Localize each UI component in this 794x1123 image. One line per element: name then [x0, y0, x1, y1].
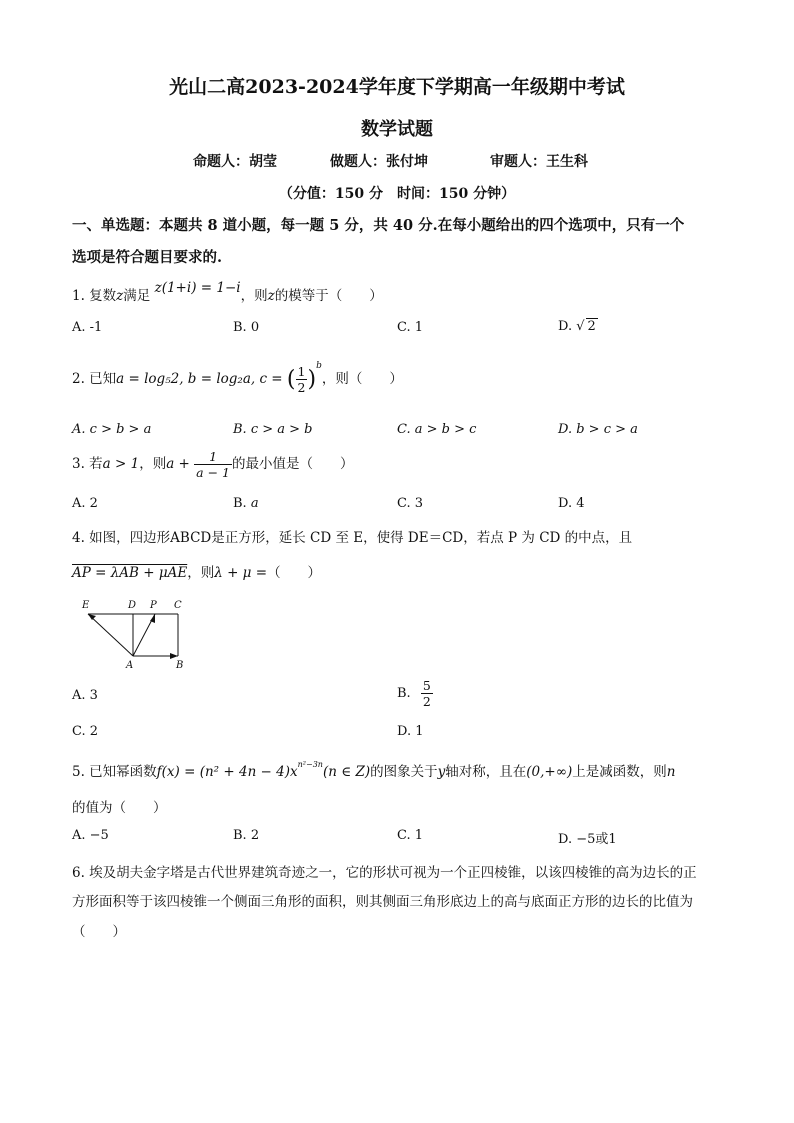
vector-ae: [88, 614, 133, 656]
q5-option-c[interactable]: C. 1: [397, 828, 424, 843]
score-time: （分值：150 分 时间：150 分钟）: [278, 186, 516, 202]
maker: 做题人：张付坤: [330, 154, 428, 170]
q1-option-a[interactable]: A. -1: [72, 320, 103, 335]
question-2: 2. 已知a = log₅2, b = log₂a, c = ( $\frac{1}{2}$ )$^b$，则（ ）: [72, 360, 403, 395]
q4-option-c[interactable]: C. 2: [72, 724, 99, 739]
label-c: C: [174, 600, 182, 611]
section-heading-line2: 选项是符合题目要求的.: [72, 249, 223, 266]
q5-option-d[interactable]: D. −5或1: [558, 832, 617, 847]
q3-option-b[interactable]: B. a: [233, 496, 259, 511]
question-6-line2: 方形面积等于该四棱锥一个侧面三角形的面积，则其侧面三角形底边上的高与底面正方形的边长的比值为: [72, 894, 693, 910]
q1-option-c[interactable]: C. 1: [397, 320, 424, 335]
q4-option-b[interactable]: B. $\frac{5}{2}$: [397, 678, 431, 709]
arrow-b-icon: [170, 653, 178, 659]
arrow-e-icon: [88, 614, 96, 620]
section-heading-line1: 一、单选题：本题共 8 道小题，每一题 5 分，共 40 分.在每小题给出的四个选项中，只有一个: [72, 217, 685, 234]
subject-title: 数学试题: [361, 119, 433, 140]
question-6-line1: 6. 埃及胡夫金字塔是古代世界建筑奇迹之一，它的形状可视为一个正四棱锥，以该四棱锥的高为边长的正: [72, 865, 697, 881]
question-5-line2: 的值为（ ）: [72, 800, 167, 816]
q4-square-diagram: [76, 596, 196, 672]
q4-option-d[interactable]: D. 1: [397, 724, 424, 739]
reviewer: 审题人：王生科: [490, 154, 588, 170]
author: 命题人：胡莹: [193, 154, 277, 170]
question-4-line2: AP = λAB + μAE，则λ + μ =（ ）: [72, 565, 322, 581]
label-p: P: [150, 600, 157, 611]
exam-title: 光山二高2023-2024学年度下学期高一年级期中考试: [169, 76, 625, 98]
q3-option-d[interactable]: D. 4: [558, 496, 585, 511]
question-1: 1. 复数z满足 z(1+i) = 1−i，则z的模等于（ ）: [72, 280, 383, 304]
q3-option-a[interactable]: A. 2: [72, 496, 98, 511]
question-5-line1: 5. 已知幂函数$f(x) = (n^2 + 4n - 4)x^{n^2-3n}(n$ ∈ Z)的图象关于y轴对称，且在(0,+∞)上是减函数，则n: [72, 759, 676, 780]
q2-option-c[interactable]: C. a > b > c: [397, 422, 477, 437]
sqrt-icon: √: [576, 319, 585, 334]
q5-option-b[interactable]: B. 2: [233, 828, 260, 843]
label-a: A: [126, 660, 134, 671]
q2-option-b[interactable]: B. c > a > b: [233, 422, 313, 437]
label-e: E: [82, 600, 90, 611]
question-3: 3. 若a > 1，则a + $\frac{1}{a - 1}$ 的最小值是（ ）: [72, 449, 354, 480]
label-b: B: [176, 660, 184, 671]
q4-option-a[interactable]: A. 3: [72, 688, 98, 703]
q3-option-c[interactable]: C. 3: [397, 496, 424, 511]
question-4-line1: 4. 如图，四边形ABCD是正方形，延长 CD 至 E，使得 DE＝CD，若点 P 为 CD 的中点，且: [72, 530, 633, 546]
q1-option-d[interactable]: D. √ 2: [558, 319, 596, 334]
q5-option-a[interactable]: A. −5: [72, 828, 109, 843]
q1-option-b[interactable]: B. 0: [233, 320, 260, 335]
label-d: D: [128, 600, 137, 611]
q1-equation: z(1+i) = 1−i: [154, 280, 241, 296]
question-6-line3: （ ）: [72, 924, 126, 940]
q2-option-d[interactable]: D. b > c > a: [558, 422, 638, 437]
q2-option-a[interactable]: A. c > b > a: [72, 422, 152, 437]
